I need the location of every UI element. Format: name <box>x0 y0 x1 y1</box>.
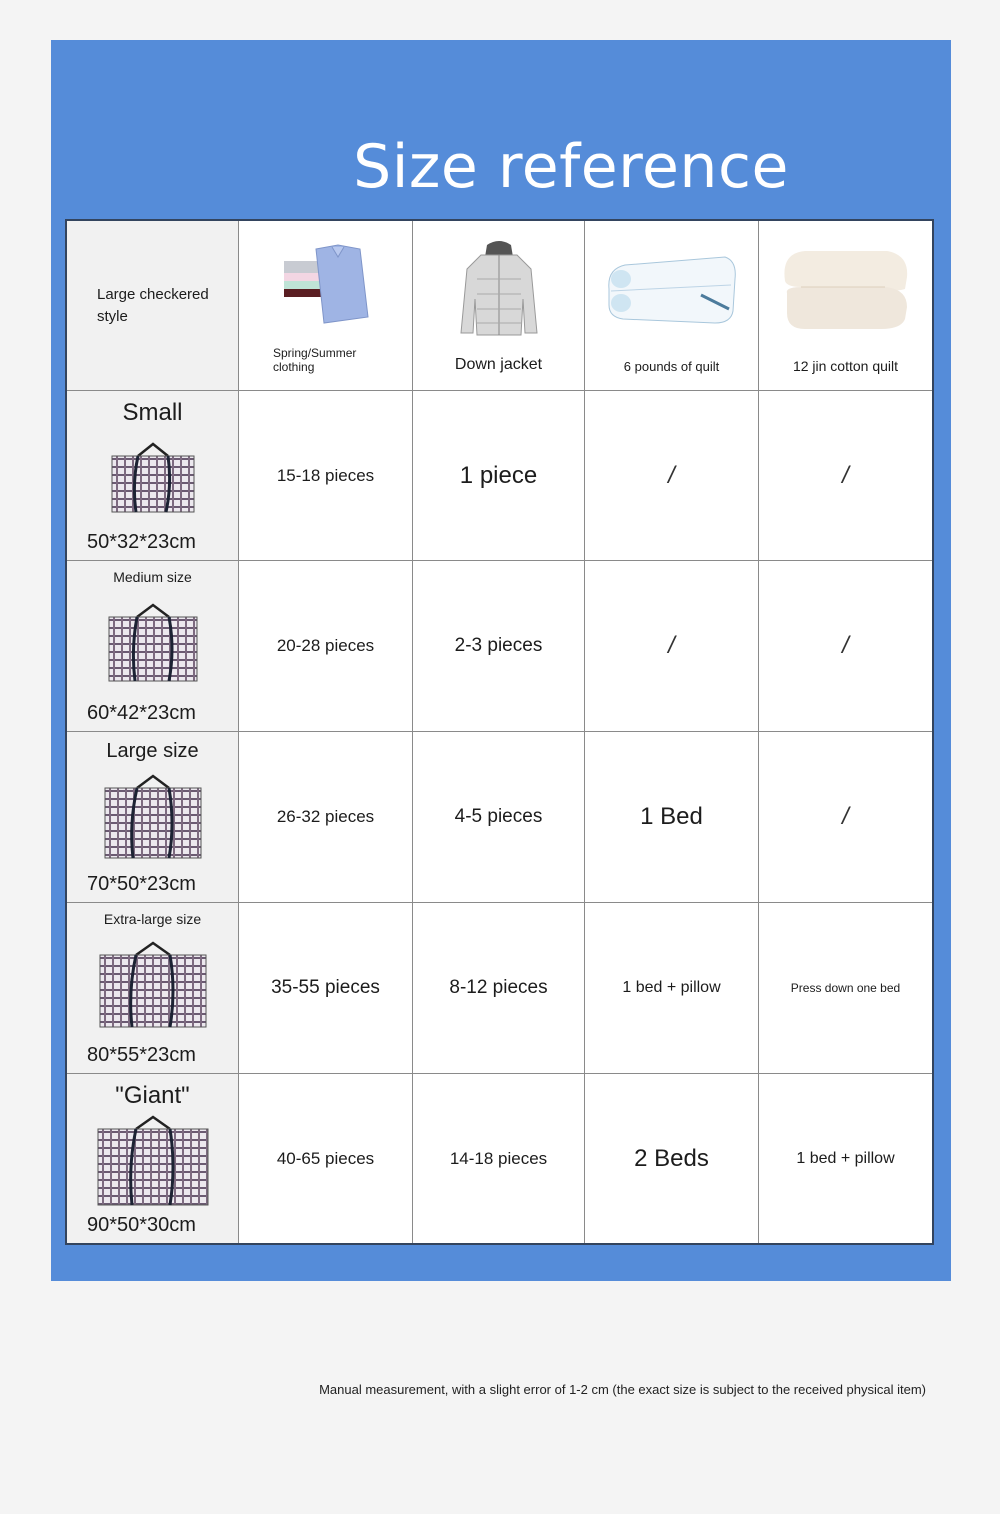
table-cell: 26-32 pieces <box>239 732 413 903</box>
column-header-cotton-quilt <box>759 221 932 391</box>
down-jacket-image-icon <box>459 239 539 339</box>
row-header-giant <box>67 1074 239 1243</box>
measurement-footnote: Manual measurement, with a slight error of 1-2 cm (the exact size is subject to the received physical item) <box>319 1382 926 1397</box>
column-header-down-jacket <box>413 221 585 391</box>
table-cell: 35-55 pieces <box>239 903 413 1074</box>
table-cell: 1 piece <box>413 391 585 561</box>
checkered-bag-icon <box>101 774 205 862</box>
column-header-6lb-quilt <box>585 221 759 391</box>
cotton-quilt-image-icon <box>781 247 911 331</box>
table-cell: 2 Beds <box>585 1074 759 1243</box>
shirts-image-icon <box>276 239 376 329</box>
table-cell: / <box>759 391 932 561</box>
table-cell: 4-5 pieces <box>413 732 585 903</box>
column-label: Down jacket <box>454 356 543 373</box>
checkered-bag-icon <box>108 442 198 516</box>
table-cell: Press down one bed <box>759 903 932 1074</box>
table-cell: / <box>585 561 759 732</box>
row-header-large <box>67 732 239 903</box>
size-dimensions: 90*50*30cm <box>87 1214 196 1236</box>
table-cell: 1 bed + pillow <box>796 1149 895 1167</box>
size-dimensions: 50*32*23cm <box>87 531 196 553</box>
checkered-bag-icon <box>105 603 201 685</box>
checkered-bag-icon <box>96 941 210 1031</box>
table-cell: / <box>759 732 932 903</box>
size-name: Medium size <box>113 569 192 585</box>
size-name: Small <box>122 399 183 426</box>
size-name: "Giant" <box>115 1082 190 1109</box>
table-cell: 1 Bed <box>585 732 759 903</box>
table-cell: 1 bed + pillow <box>585 903 759 1074</box>
size-dimensions: 60*42*23cm <box>87 702 196 724</box>
table-cell: 20-28 pieces <box>239 561 413 732</box>
table-cell: / <box>759 561 932 732</box>
column-label: Spring/Summer clothing <box>273 346 357 374</box>
corner-label <box>67 221 239 391</box>
size-dimensions: 80*55*23cm <box>87 1044 196 1066</box>
size-dimensions: 70*50*23cm <box>87 873 196 895</box>
table-cell: 40-65 pieces <box>239 1074 413 1243</box>
checkered-bag-icon <box>94 1115 212 1209</box>
size-name: Extra-large size <box>103 911 202 927</box>
table-cell: 8-12 pieces <box>413 903 585 1074</box>
table-cell: 14-18 pieces <box>413 1074 585 1243</box>
row-header-small <box>67 391 239 561</box>
size-table <box>65 219 934 1245</box>
page-title: Size reference <box>353 132 789 202</box>
folded-quilt-image-icon <box>605 249 739 329</box>
column-header-clothing <box>239 221 413 391</box>
size-name: Large size <box>106 740 199 762</box>
table-cell: 15-18 pieces <box>239 391 413 561</box>
column-label: 12 jin cotton quilt <box>792 358 899 374</box>
column-label: 6 pounds of quilt <box>623 359 720 374</box>
row-header-extra-large <box>67 903 239 1074</box>
table-cell: / <box>585 391 759 561</box>
table-cell: 2-3 pieces <box>413 561 585 732</box>
corner-label-text: Large checkered style <box>97 285 209 325</box>
row-header-medium <box>67 561 239 732</box>
